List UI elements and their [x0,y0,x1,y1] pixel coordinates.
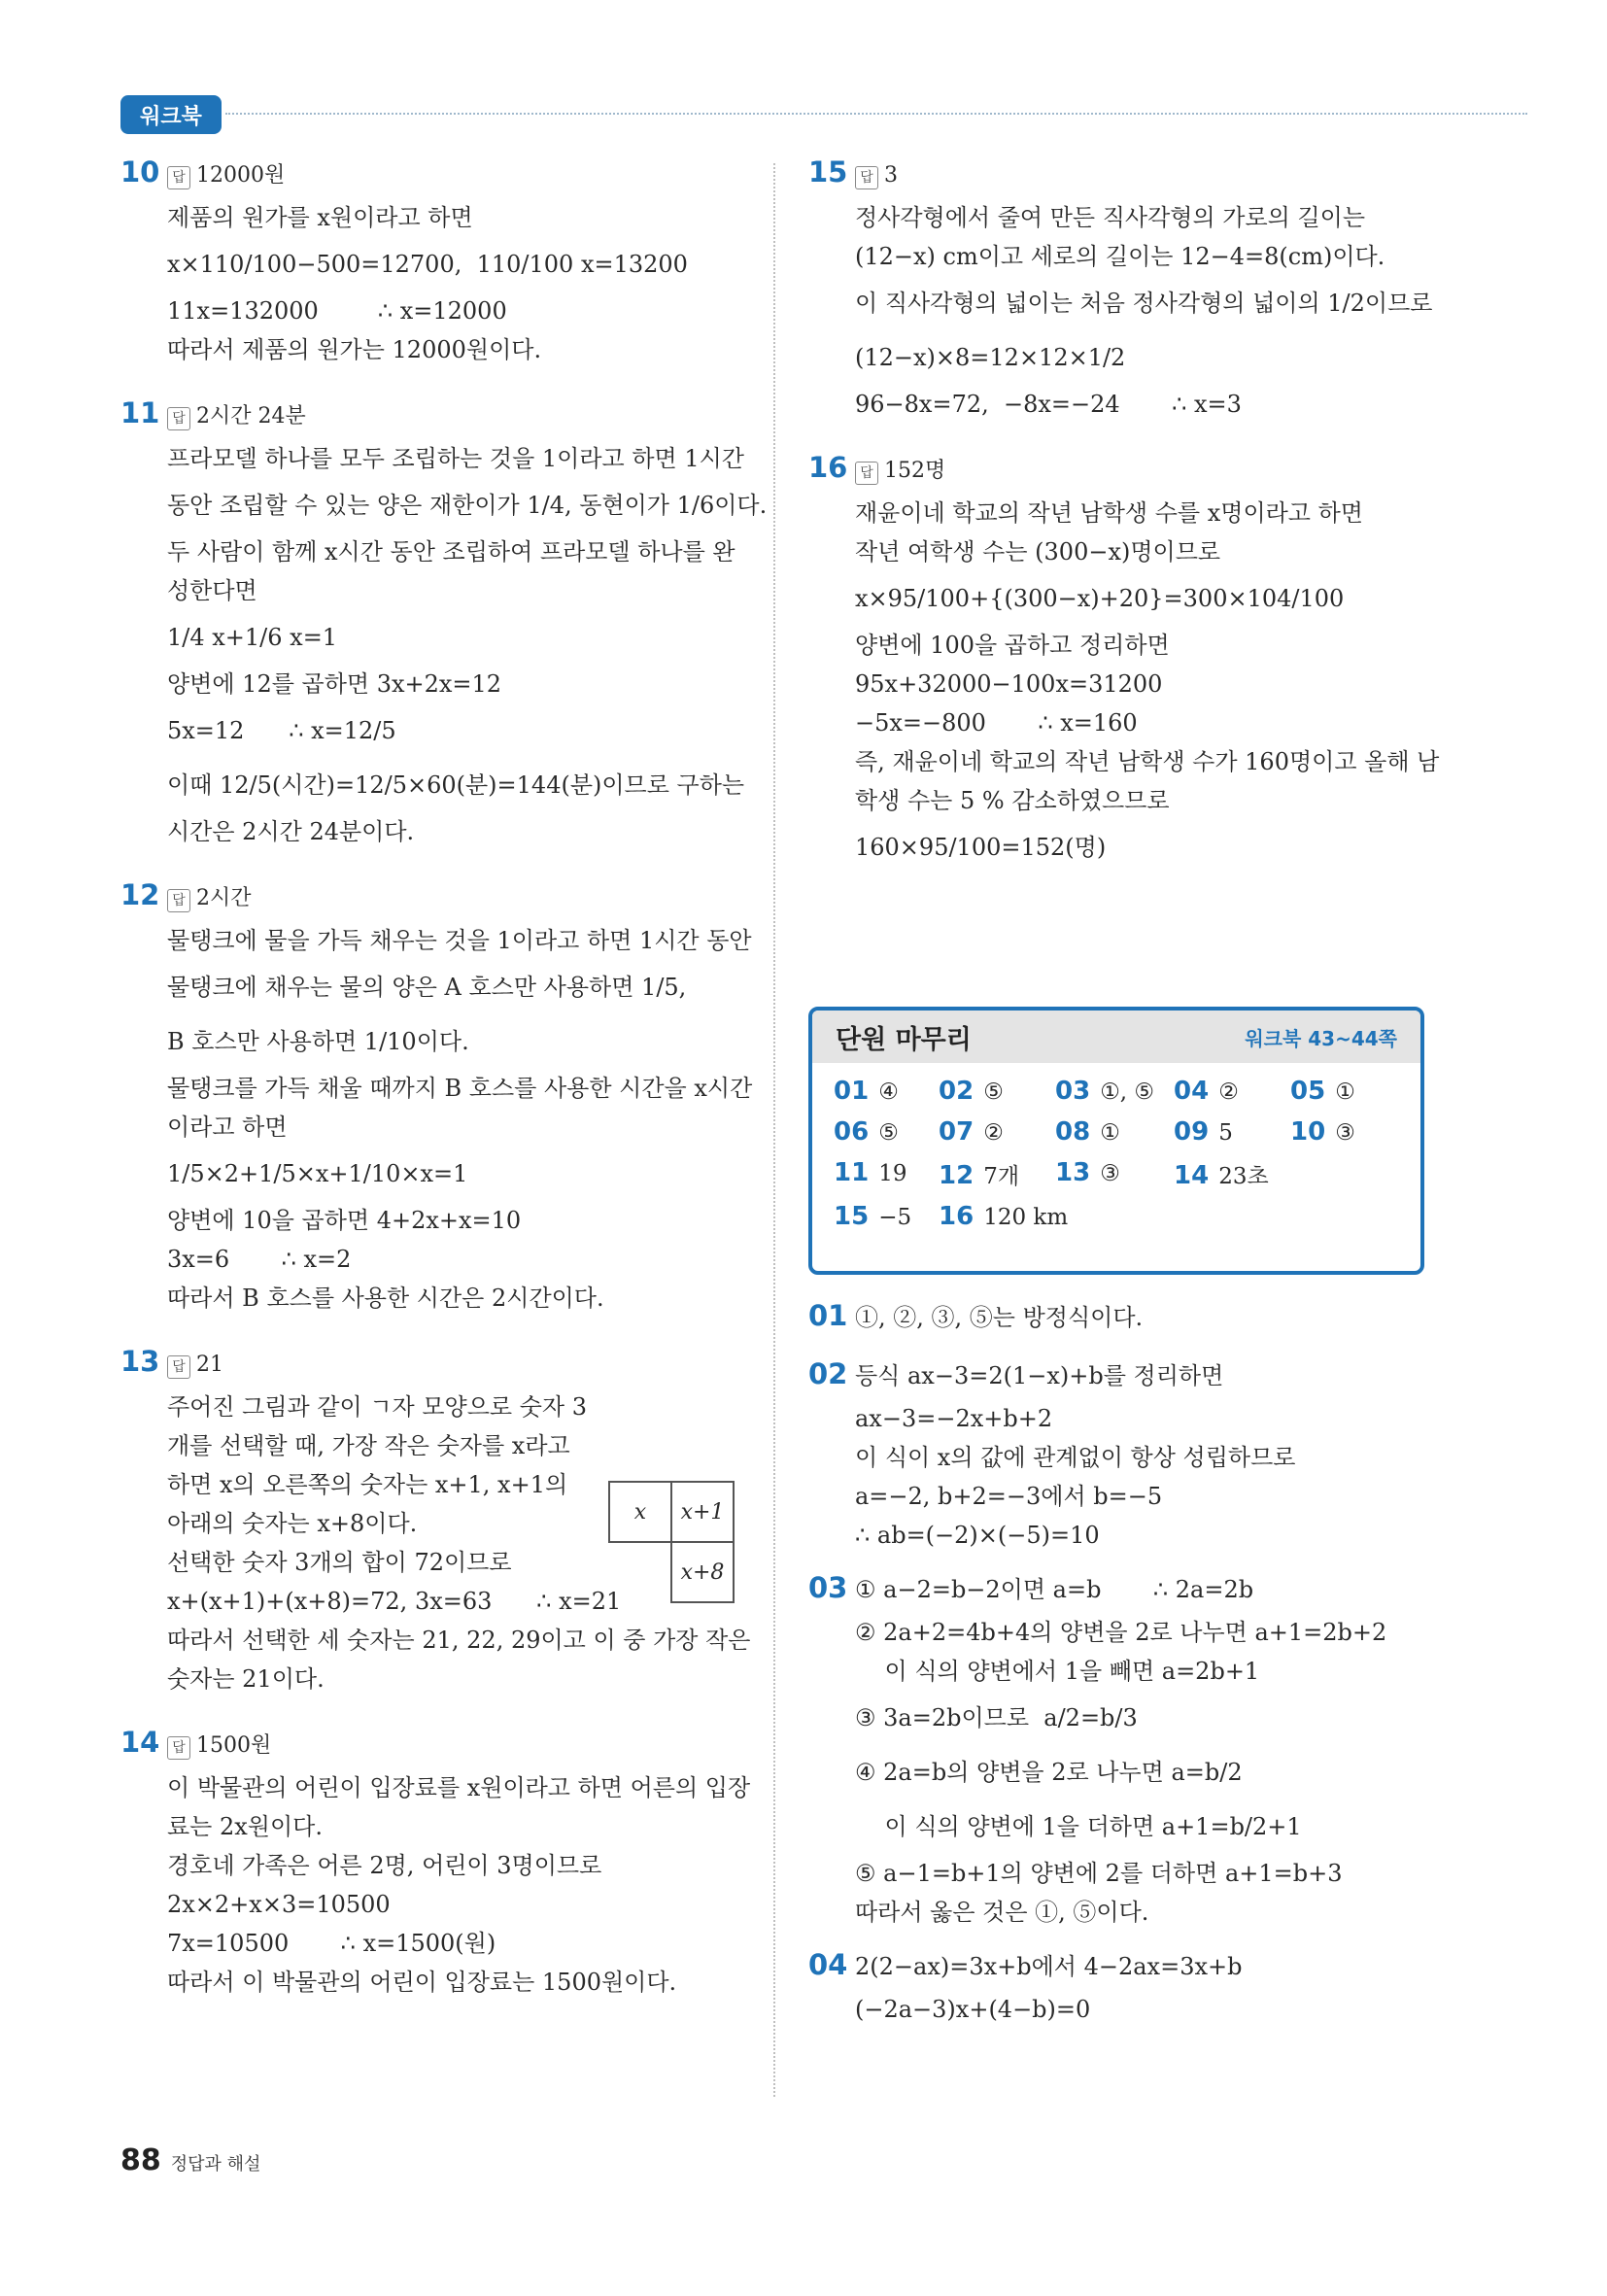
problem-14 [120,1726,751,2002]
solution-line: 5x=12 ∴ x=12/5 [167,717,396,744]
grid-cell: x+1 [671,1482,734,1542]
solution-line: 양변에 100을 곱하고 정리하면 [855,632,1170,659]
solution-line: ④ 2a=b의 양변을 2로 나누면 a=b/2 [855,1759,1243,1786]
solution-line: 료는 2x원이다. [167,1813,323,1840]
review-item [939,1202,1069,1231]
solution-line: (−2a−3)x+(4−b)=0 [855,1996,1091,2023]
solution-line: −5x=−800 ∴ x=160 [855,709,1138,737]
review-item [1174,1117,1290,1147]
review-item [939,1158,1055,1190]
answer-icon: 답 [855,462,878,485]
solution-line: 하면 x의 오른쪽의 숫자는 x+1, x+1의 [167,1471,568,1498]
solution-line: x+(x+1)+(x+8)=72, 3x=63 ∴ x=21 [167,1588,622,1615]
problem-11 [120,396,768,851]
review-item-number: 04 [1174,1077,1210,1106]
answer-icon: 답 [167,166,190,189]
page-number: 88 [120,2143,161,2177]
problem-15 [808,155,1433,424]
solution-line: 따라서 선택한 세 숫자는 21, 22, 29이고 이 중 가장 작은 [167,1627,751,1654]
problem-number: 16 [808,451,848,484]
review-item-answer: 120 km [983,1205,1069,1230]
review-header [812,1011,1420,1063]
problem-number: 10 [120,155,160,188]
review-item-number: 06 [834,1117,870,1147]
solution-line: 물탱크에 물을 가득 채우는 것을 1이라고 하면 1시간 동안 [167,927,752,954]
solution-line: B 호스만 사용하면 1/10이다. [167,1028,469,1055]
solution-line: 경호네 가족은 어른 2명, 어린이 3명이므로 [167,1852,602,1879]
solution-line: 따라서 B 호스를 사용한 시간은 2시간이다. [167,1285,604,1312]
problem-number: 01 [808,1299,848,1332]
review-item-number: 05 [1290,1077,1326,1106]
left-column [120,155,768,2029]
review-item-answer: ② [983,1120,1004,1146]
solution-line: 2x×2+x×3=10500 [167,1891,391,1918]
answer: 1500원 [196,1733,272,1758]
answer-icon: 답 [167,889,190,912]
solution-line: ①, ②, ③, ⑤는 방정식이다. [855,1304,1144,1331]
solution-line: 11x=132000 ∴ x=12000 [167,297,507,325]
review-item-answer: 5 [1218,1120,1233,1146]
solution-line: 즉, 재윤이네 학교의 작년 남학생 수가 160명이고 올해 남 [855,748,1440,775]
solution-line: ③ 3a=2b이므로 a/2=b/3 [855,1704,1138,1731]
problem-number: 12 [120,878,160,911]
review-solution-03 [808,1570,1430,1932]
solution-line: 양변에 12를 곱하면 3x+2x=12 [167,670,502,698]
solution-line: 이 식의 양변에서 1을 빼면 a=2b+1 [855,1658,1260,1685]
problem-number: 14 [120,1726,160,1759]
review-item-number: 12 [939,1161,974,1190]
problem-12 [120,878,753,1318]
solution-line: 물탱크에 채우는 물의 양은 A 호스만 사용하면 1/5, [167,974,687,1001]
solution-line: ⑤ a−1=b+1의 양변에 2를 더하면 a+1=b+3 [855,1860,1343,1887]
solution-line: 95x+32000−100x=31200 [855,670,1163,698]
solution-line: 두 사람이 함께 x시간 동안 조립하여 프라모델 하나를 완 [167,538,735,565]
problem-number: 04 [808,1948,848,1981]
problem-number: 03 [808,1571,848,1604]
footer-label: 정답과 해설 [170,2154,261,2175]
solution-line: (12−x)×8=12×12×1/2 [855,344,1126,371]
review-item [1174,1077,1290,1106]
solution-line: x×110/100−500=12700, 110/100 x=13200 [167,251,688,278]
solution-line: 이 박물관의 어린이 입장료를 x원이라고 하면 어른의 입장 [167,1774,751,1801]
review-item-number: 02 [939,1077,974,1106]
solution-line: 이때 12/5(시간)=12/5×60(분)=144(분)이므로 구하는 [167,771,745,799]
solution-line: 숫자는 21이다. [167,1665,325,1693]
review-item [834,1158,939,1190]
solution-line: 정사각형에서 줄여 만든 직사각형의 가로의 길이는 [855,204,1366,231]
answer: 21 [196,1353,223,1377]
review-item-answer: ① [1335,1079,1355,1105]
review-item [834,1117,939,1147]
review-item-number: 16 [939,1202,974,1231]
right-column [808,155,1440,902]
review-item-number: 14 [1174,1161,1210,1190]
review-item-blank [1290,1158,1397,1190]
solution-line: ∴ ab=(−2)×(−5)=10 [855,1522,1100,1549]
unit-review-box [808,1007,1424,1275]
solution-line: a=−2, b+2=−3에서 b=−5 [855,1483,1163,1510]
problem-number: 11 [120,396,160,429]
review-item-number: 13 [1055,1158,1091,1187]
review-item-number: 08 [1055,1117,1091,1147]
problem-10 [120,155,742,369]
solution-line: 선택한 숫자 3개의 합이 72이므로 [167,1549,512,1576]
solution-line: 재윤이네 학교의 작년 남학생 수를 x명이라고 하면 [855,499,1363,527]
solution-line: 160×95/100=152(명) [855,834,1107,861]
solution-line: 따라서 옳은 것은 ①, ⑤이다. [855,1899,1149,1926]
page-footer [120,2143,260,2177]
review-item [1055,1117,1174,1147]
review-page-ref: 워크북 43~44쪽 [1245,1026,1397,1050]
solution-line: 양변에 10을 곱하면 4+2x+x=10 [167,1207,522,1234]
solution-line: 제품의 원가를 x원이라고 하면 [167,204,473,231]
solution-line: 이 식이 x의 값에 관계없이 항상 성립하므로 [855,1444,1296,1471]
solution-line: 프라모델 하나를 모두 조립하는 것을 1이라고 하면 1시간 [167,445,744,472]
workbook-tag: 워크북 [120,95,222,134]
solution-line: 이 식의 양변에 1을 더하면 a+1=b/2+1 [855,1813,1302,1840]
problem-number: 15 [808,155,848,188]
answer-icon: 답 [167,1355,190,1379]
solution-line: 따라서 이 박물관의 어린이 입장료는 1500원이다. [167,1969,677,1996]
answer: 12000원 [196,163,286,188]
review-item-number: 09 [1174,1117,1210,1147]
solution-line: (12−x) cm이고 세로의 길이는 12−4=8(cm)이다. [855,243,1385,270]
solution-line: 개를 선택할 때, 가장 작은 숫자를 x라고 [167,1432,570,1459]
solution-line: x×95/100+{(300−x)+20}=300×104/100 [855,585,1345,612]
review-item [939,1117,1055,1147]
solution-line: 1/4 x+1/6 x=1 [167,624,338,651]
problem-16 [808,451,1440,874]
number-grid-figure [608,1481,735,1603]
review-title: 단원 마무리 [836,1024,972,1055]
problem-number: 13 [120,1345,160,1378]
review-item [1055,1158,1174,1190]
review-item [1174,1158,1290,1190]
solution-line: 7x=10500 ∴ x=1500(원) [167,1930,496,1957]
grid-cell: x+8 [671,1542,734,1602]
solution-line: 따라서 제품의 원가는 12000원이다. [167,336,542,363]
answer-icon: 답 [167,407,190,430]
solution-line: 1/5×2+1/5×x+1/10×x=1 [167,1160,468,1187]
review-item-answer: ⑤ [878,1120,899,1146]
answer: 152명 [884,459,946,483]
review-item-number: 15 [834,1202,870,1231]
review-item [834,1202,939,1231]
review-item [1290,1117,1397,1147]
answer: 2시간 [196,886,252,910]
solution-line: ② 2a+2=4b+4의 양변을 2로 나누면 a+1=2b+2 [855,1619,1387,1646]
review-solution-04 [808,1947,1430,2029]
grid-cell-empty [609,1542,671,1602]
solution-line: 이 직사각형의 넓이는 처음 정사각형의 넓이의 1/2이므로 [855,290,1433,317]
review-item [939,1077,1055,1106]
review-item-number: 03 [1055,1077,1091,1106]
solution-line: 아래의 숫자는 x+8이다. [167,1510,418,1537]
solution-line: 시간은 2시간 24분이다. [167,818,415,845]
review-item-answer: ③ [1100,1161,1120,1186]
review-solutions [808,1298,1430,2056]
solution-line: 물탱크를 가득 채울 때까지 B 호스를 사용한 시간을 x시간 [167,1075,753,1102]
review-item-number: 10 [1290,1117,1326,1147]
answer: 2시간 24분 [196,404,306,428]
review-item-answer: ④ [878,1079,899,1105]
solution-line: ax−3=−2x+b+2 [855,1405,1053,1432]
review-item-number: 01 [834,1077,870,1106]
review-item-answer: ⑤ [983,1079,1004,1105]
review-solution-01 [808,1298,1430,1341]
review-item [1055,1077,1174,1106]
header-rule [225,113,1527,115]
review-item-answer: 23초 [1218,1164,1269,1189]
solution-line: 성한다면 [167,577,257,604]
solution-line: 동안 조립할 수 있는 양은 재한이가 1/4, 동현이가 1/6이다. [167,492,768,519]
answer-icon: 답 [167,1736,190,1760]
review-item-answer: −5 [878,1205,912,1230]
review-item-number: 11 [834,1158,870,1187]
solution-line: 등식 ax−3=2(1−x)+b를 정리하면 [855,1362,1224,1389]
review-item-number: 07 [939,1117,974,1147]
review-item-answer: ①, ⑤ [1100,1079,1155,1105]
review-answer-grid [812,1063,1420,1231]
review-item-answer: ③ [1335,1120,1355,1146]
review-item-answer: ② [1218,1079,1239,1105]
solution-line: 학생 수는 5 % 감소하였으므로 [855,787,1170,814]
review-item-answer: 19 [878,1161,907,1186]
review-item-answer: 7개 [983,1164,1020,1189]
grid-cell: x [609,1482,671,1542]
answer-icon: 답 [855,166,878,189]
review-item-answer: ① [1100,1120,1120,1146]
review-item [1290,1077,1397,1106]
solution-line: ① a−2=b−2이면 a=b ∴ 2a=2b [855,1576,1254,1603]
solution-line: 주어진 그림과 같이 ㄱ자 모양으로 숫자 3 [167,1393,587,1421]
solution-line: 96−8x=72, −8x=−24 ∴ x=3 [855,391,1242,418]
review-solution-02 [808,1356,1430,1555]
column-divider [773,163,775,2097]
review-item [834,1077,939,1106]
solution-line: 2(2−ax)=3x+b에서 4−2ax=3x+b [855,1953,1243,1980]
solution-line: 작년 여학생 수는 (300−x)명이므로 [855,538,1221,565]
problem-number: 02 [808,1357,848,1390]
solution-line: 3x=6 ∴ x=2 [167,1246,352,1273]
answer: 3 [884,163,898,188]
solution-line: 이라고 하면 [167,1114,288,1141]
